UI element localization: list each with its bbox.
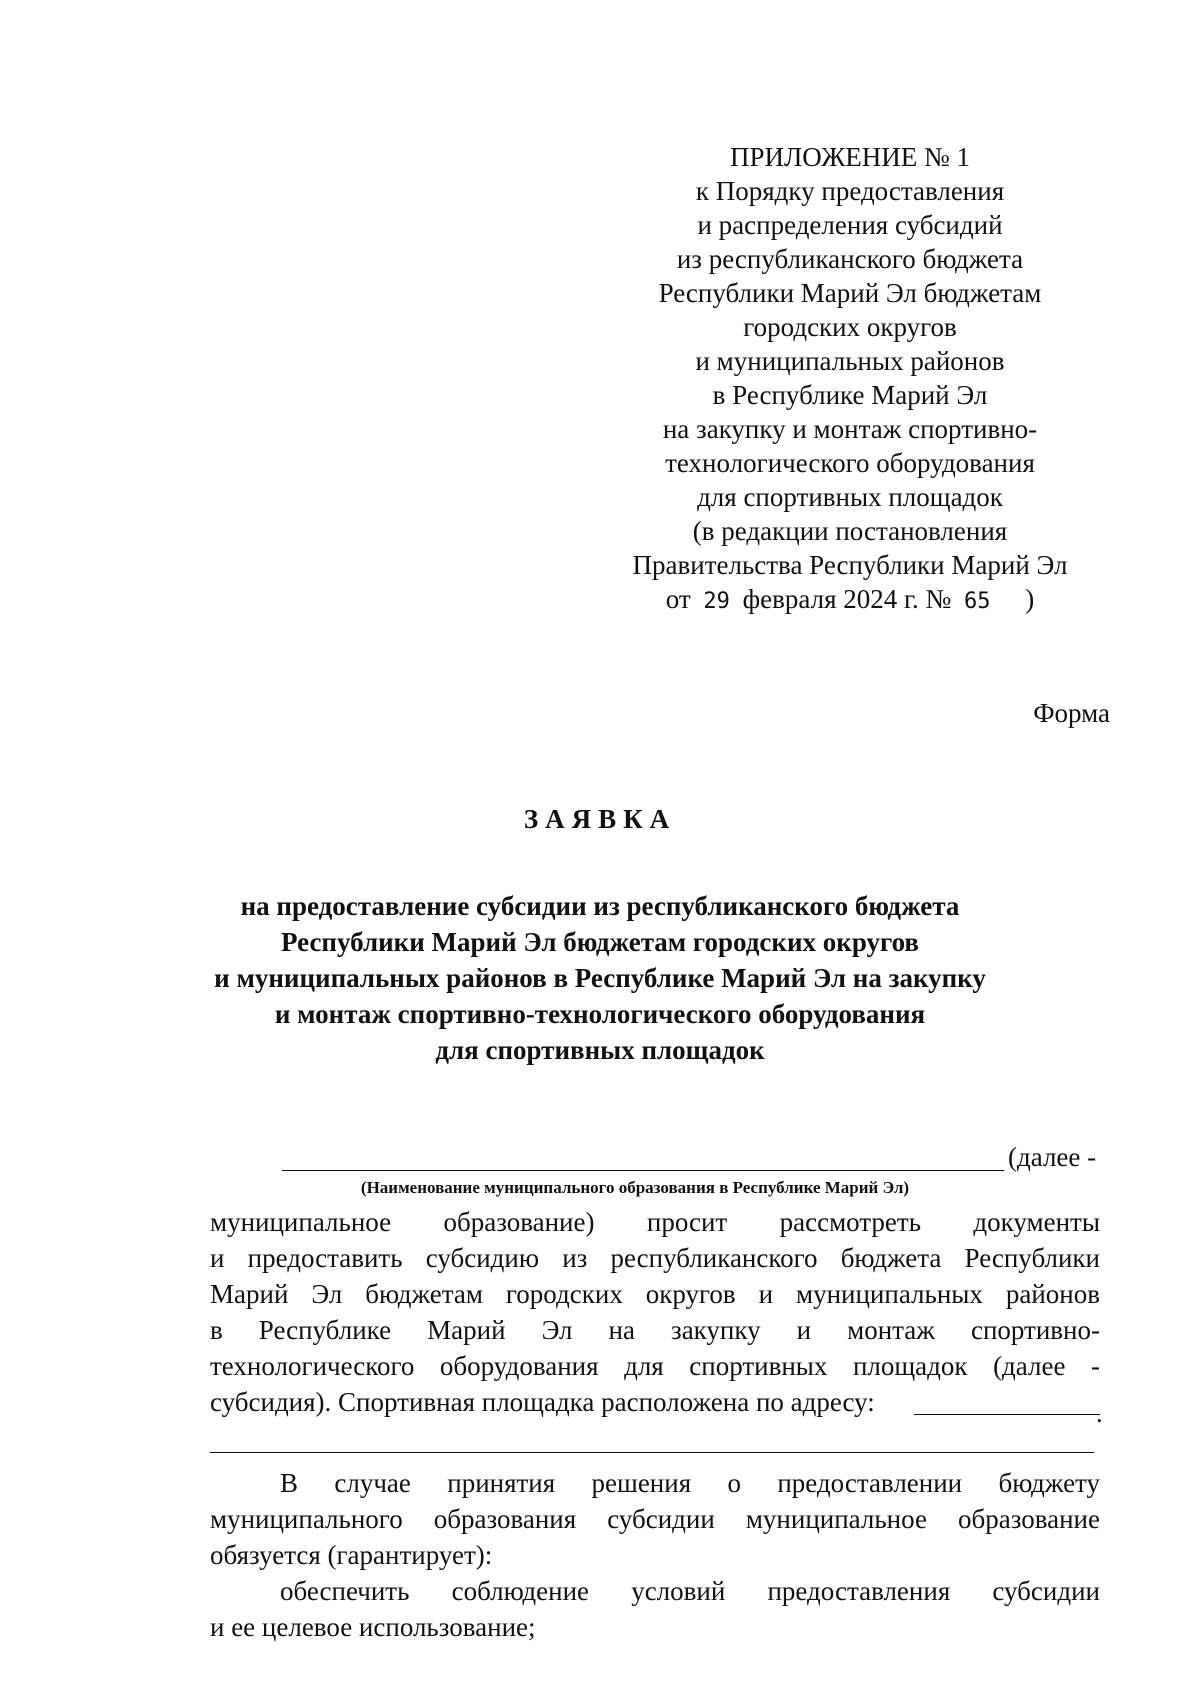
appendix-header: [600, 140, 1100, 619]
appendix-line: (в редакции постановления: [692, 516, 1008, 546]
date-close: ): [1025, 584, 1035, 614]
text-line: обеспечить соблюдение условий предоставления субсидии: [280, 1576, 1100, 1606]
period: .: [1096, 1398, 1103, 1428]
date-day: 29: [703, 589, 730, 614]
subtitle-line: для спортивных площадок: [435, 1035, 765, 1065]
address-blank-1[interactable]: [914, 1414, 1100, 1415]
text-line: муниципальное образование) просит рассмотреть документы: [210, 1207, 1100, 1237]
text-line: технологического оборудования для спортивных площадок (далее -: [210, 1351, 1100, 1381]
document-subtitle: [150, 888, 1050, 1068]
appendix-line: в Республике Марий Эл: [712, 380, 988, 410]
municipality-name-blank[interactable]: [282, 1170, 1004, 1171]
appendix-line: для спортивных площадок: [697, 482, 1003, 512]
appendix-line: из республиканского бюджета: [676, 244, 1024, 274]
document-title: ЗАЯВКА: [523, 804, 677, 834]
date-prefix: от: [665, 584, 691, 614]
appendix-date-line: [600, 582, 1100, 619]
date-rest: февраля 2024 г. №: [742, 584, 952, 614]
dalee-text: (далее -: [1008, 1142, 1097, 1172]
paragraph-request: [210, 1204, 1100, 1420]
text-line: и предоставить субсидию из республиканского бюджета Республики: [210, 1243, 1100, 1273]
appendix-line: технологического оборудования: [665, 448, 1035, 478]
appendix-line: Правительства Республики Марий Эл: [632, 550, 1068, 580]
appendix-line: и распределения субсидий: [697, 210, 1003, 240]
appendix-line: на закупку и монтаж спортивно-: [662, 414, 1038, 444]
text-line: и ее целевое использование;: [210, 1612, 536, 1642]
municipality-caption: (Наименование муниципального образования в Республике Марий Эл): [360, 1178, 910, 1197]
form-label: Форма: [1033, 698, 1110, 728]
address-blank-2[interactable]: [210, 1452, 1094, 1453]
text-line: обязуется (гарантирует):: [210, 1540, 493, 1570]
paragraph-obligation: [210, 1465, 1100, 1645]
subtitle-line: и муниципальных районов в Республике Марий Эл на закупку: [214, 963, 986, 993]
text-line: муниципального образования субсидии муниципальное образование: [210, 1504, 1100, 1534]
doc-number: 65: [964, 589, 991, 614]
appendix-line: к Порядку предоставления: [695, 176, 1005, 206]
appendix-line: и муниципальных районов: [695, 346, 1005, 376]
subtitle-line: на предоставление субсидии из республиканского бюджета: [240, 891, 960, 921]
appendix-line: Республики Марий Эл бюджетам: [658, 278, 1042, 308]
subtitle-line: Республики Марий Эл бюджетам городских округов: [281, 927, 919, 957]
text-line: в Республике Марий Эл на закупку и монтаж спортивно-: [210, 1315, 1100, 1345]
text-line: Марий Эл бюджетам городских округов и муниципальных районов: [210, 1279, 1100, 1309]
subtitle-line: и монтаж спортивно-технологического оборудования: [274, 999, 926, 1029]
appendix-line: городских округов: [743, 312, 957, 342]
appendix-line: ПРИЛОЖЕНИЕ № 1: [729, 142, 971, 172]
text-line: В случае принятия решения о предоставлении бюджету: [280, 1468, 1100, 1498]
text-line: субсидия). Спортивная площадка расположена по адресу:: [210, 1387, 875, 1417]
